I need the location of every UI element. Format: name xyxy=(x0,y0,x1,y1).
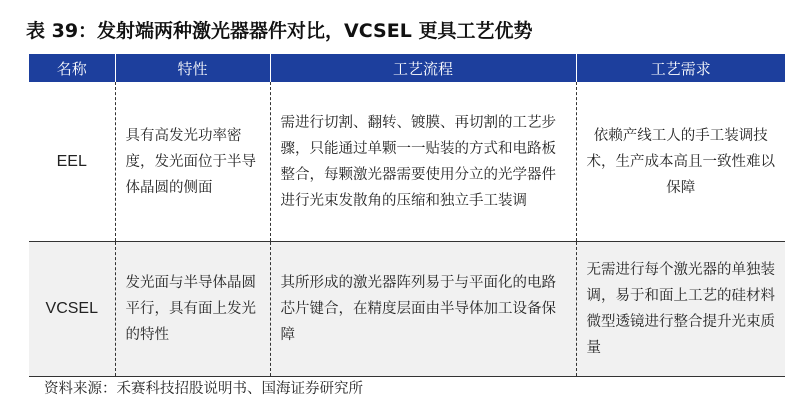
cell-requirement: 依赖产线工人的手工装调技术，生产成本高且一致性难以保障 xyxy=(576,82,785,242)
header-feature: 特性 xyxy=(115,54,270,82)
cell-name: EEL xyxy=(29,82,115,242)
cell-requirement: 无需进行每个激光器的单独装调，易于和面上工艺的硅材料微型透镜进行整合提升光束质量 xyxy=(576,242,785,377)
table-header-row xyxy=(29,54,785,82)
header-requirement: 工艺需求 xyxy=(576,54,785,82)
cell-name: VCSEL xyxy=(29,242,115,377)
source-note: 资料来源：禾赛科技招股说明书、国海证券研究所 xyxy=(44,381,363,397)
table-row xyxy=(29,82,785,242)
cell-feature: 发光面与半导体晶圆平行，具有面上发光的特性 xyxy=(115,242,270,377)
cell-process: 需进行切割、翻转、镀膜、再切割的工艺步骤，只能通过单颗一一贴装的方式和电路板整合，每颗激光器需要使用分立的光学器件进行光束发散角的压缩和独立手工装调 xyxy=(270,82,576,242)
header-process: 工艺流程 xyxy=(270,54,576,82)
table-title: 表 39：发射端两种激光器器件对比，VCSEL 更具工艺优势 xyxy=(26,20,533,42)
table-row xyxy=(29,242,785,377)
cell-process: 其所形成的激光器阵列易于与平面化的电路芯片键合，在精度层面由半导体加工设备保障 xyxy=(270,242,576,377)
cell-feature: 具有高发光功率密度，发光面位于半导体晶圆的侧面 xyxy=(115,82,270,242)
header-name: 名称 xyxy=(29,54,115,82)
comparison-table xyxy=(29,54,785,377)
